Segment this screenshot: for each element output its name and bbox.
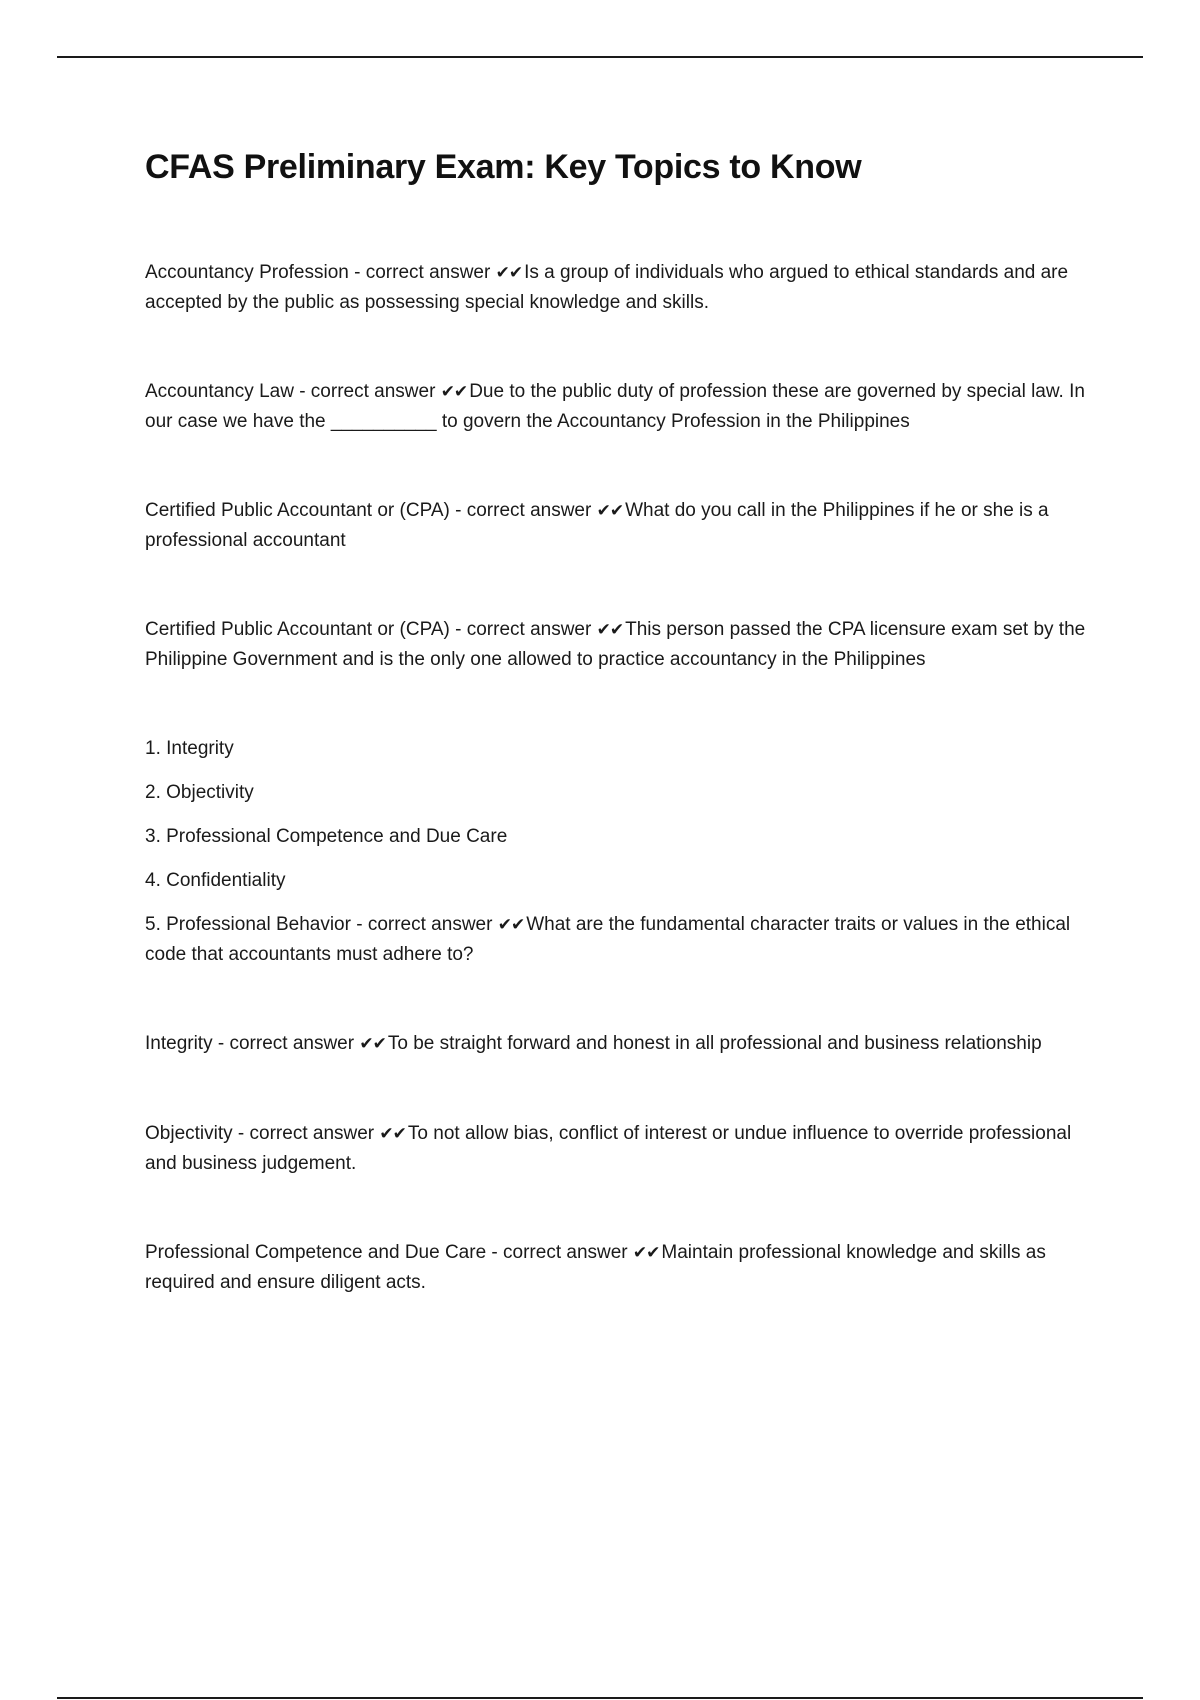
qa-separator: - correct answer — [449, 619, 597, 640]
top-rule — [57, 56, 1143, 58]
qa-separator: - correct answer — [350, 914, 498, 935]
qa-separator: - correct answer — [293, 381, 441, 402]
qa-term: Accountancy Profession — [145, 262, 349, 283]
qa-entry — [145, 1238, 1095, 1297]
check-icon: ✔✔ — [495, 263, 523, 283]
qa-separator: - correct answer — [232, 1123, 380, 1144]
qa-term: Objectivity — [145, 1123, 233, 1144]
check-icon: ✔✔ — [440, 382, 468, 402]
qa-entry — [145, 1119, 1095, 1178]
traits-list-item: 3. Professional Competence and Due Care — [145, 826, 508, 847]
qa-entry — [145, 377, 1095, 436]
qa-entry — [145, 496, 1095, 555]
check-icon: ✔✔ — [497, 915, 525, 935]
qa-term: Accountancy Law — [145, 381, 294, 402]
traits-list-item: 2. Objectivity — [145, 782, 254, 803]
qa-answer: What are the fundamental character traits or values in the ethical code that accountants must adhere to? — [145, 914, 1071, 965]
qa-term: Professional Competence and Due Care — [145, 1242, 487, 1263]
qa-term: Certified Public Accountant or (CPA) — [145, 500, 450, 521]
qa-entry — [145, 1029, 1095, 1059]
check-icon: ✔✔ — [596, 620, 624, 640]
qa-entry — [145, 615, 1095, 674]
qa-answer: Is a group of individuals who argued to ethical standards and are accepted by the public as possessing special knowledge and skills. — [145, 262, 1069, 313]
qa-separator: - correct answer — [449, 500, 597, 521]
page-title: CFAS Preliminary Exam: Key Topics to Know — [145, 148, 862, 186]
qa-answer: To be straight forward and honest in all professional and business relationship — [387, 1033, 1042, 1054]
qa-entry — [145, 258, 1095, 317]
qa-term: Integrity — [145, 1033, 213, 1054]
traits-list-item: 1. Integrity — [145, 738, 234, 759]
qa-term: 5. Professional Behavior — [145, 914, 351, 935]
qa-entry — [145, 910, 1095, 969]
qa-term: Certified Public Accountant or (CPA) — [145, 619, 450, 640]
traits-list-item: 4. Confidentiality — [145, 870, 286, 891]
qa-separator: - correct answer — [212, 1033, 360, 1054]
document-body — [145, 258, 1095, 1297]
check-icon: ✔✔ — [359, 1034, 386, 1054]
qa-answer: Maintain professional knowledge and skills as required and ensure diligent acts. — [145, 1242, 1046, 1293]
bottom-rule — [57, 1697, 1143, 1699]
check-icon: ✔✔ — [379, 1124, 406, 1144]
qa-answer: What do you call in the Philippines if he or she is a professional accountant — [145, 500, 1049, 551]
check-icon: ✔✔ — [596, 501, 624, 521]
qa-answer: Due to the public duty of profession these are governed by special law. In our case we have the __________ to govern the Accountancy Profession in the Philippines — [145, 381, 1085, 432]
qa-answer: To not allow bias, conflict of interest or undue influence to override professional and business judgement. — [145, 1123, 1072, 1174]
qa-answer: This person passed the CPA licensure exam set by the Philippine Government and is the only one allowed to practice accountancy in the Philippines — [145, 619, 1086, 670]
check-icon: ✔✔ — [632, 1243, 660, 1263]
qa-separator: - correct answer — [486, 1242, 633, 1263]
qa-separator: - correct answer — [348, 262, 496, 283]
